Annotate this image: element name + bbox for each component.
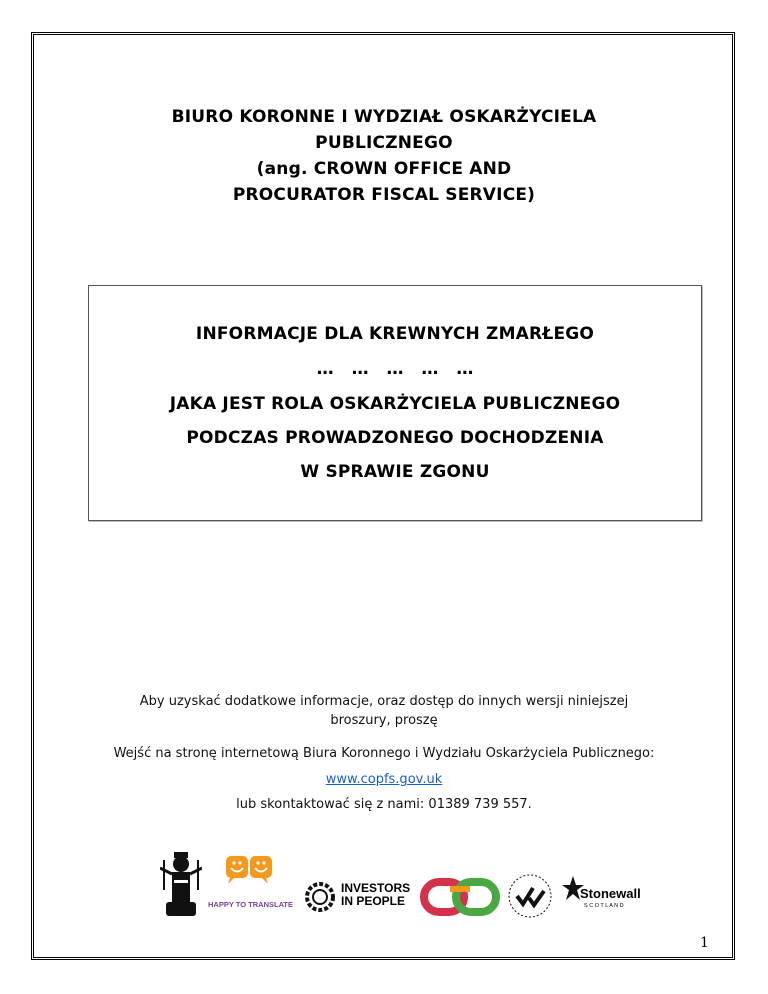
stonewall-scotland-logo [562, 850, 646, 930]
investors-line-2: IN PEOPLE [341, 894, 406, 908]
website-prompt: Wejść na stronę internetową Biura Koronnego i Wydziału Oskarżyciela Publicznego: [113, 746, 655, 761]
title-line: PUBLICZNEGO [315, 133, 453, 153]
info-line-2: PODCZAS PROWADZONEGO DOCHODZENIA [186, 428, 604, 448]
contact-intro-2: broszury, proszę [330, 713, 438, 728]
checkmarks-icon [505, 870, 555, 924]
investors-in-people-logo [303, 850, 415, 930]
crown-office-crest-logo [160, 850, 202, 930]
dots-separator: … … … … … [316, 359, 474, 379]
title-line: (ang. CROWN OFFICE AND [256, 159, 512, 179]
info-line-1: JAKA JEST ROLA OSKARŻYCIELA PUBLICZNEGO [169, 394, 621, 414]
investors-line-1: INVESTORS [341, 881, 411, 895]
laurel-wreath-icon [303, 880, 337, 914]
info-heading: INFORMACJE DLA KREWNYCH ZMARŁEGO [195, 324, 595, 344]
happy-to-translate-logo [208, 850, 294, 930]
phone-line: lub skontaktować się z nami: 01389 739 557. [236, 797, 532, 812]
website-link[interactable]: www.copfs.gov.uk [325, 772, 443, 787]
positive-about-disabled-people-logo [505, 850, 555, 930]
title-line: BIURO KORONNE I WYDZIAŁ OSKARŻYCIELA [171, 107, 597, 127]
title-line: PROCURATOR FISCAL SERVICE) [232, 185, 536, 205]
stonewall-subtext: S C O T L A N D [584, 903, 624, 909]
chain-links-logo [420, 850, 500, 930]
info-line-3: W SPRAWIE ZGONU [300, 462, 490, 482]
info-box [88, 285, 702, 521]
page-title [60, 104, 708, 208]
contact-intro-1: Aby uzyskać dodatkowe informacje, oraz dostęp do innych wersji niniejszej [139, 694, 629, 709]
chain-icon [420, 870, 500, 924]
happy-to-translate-text: HAPPY TO TRANSLATE [208, 900, 294, 909]
page-number: 1 [700, 935, 709, 951]
stonewall-text: Stonewall [580, 886, 641, 901]
crest-icon [160, 850, 202, 920]
